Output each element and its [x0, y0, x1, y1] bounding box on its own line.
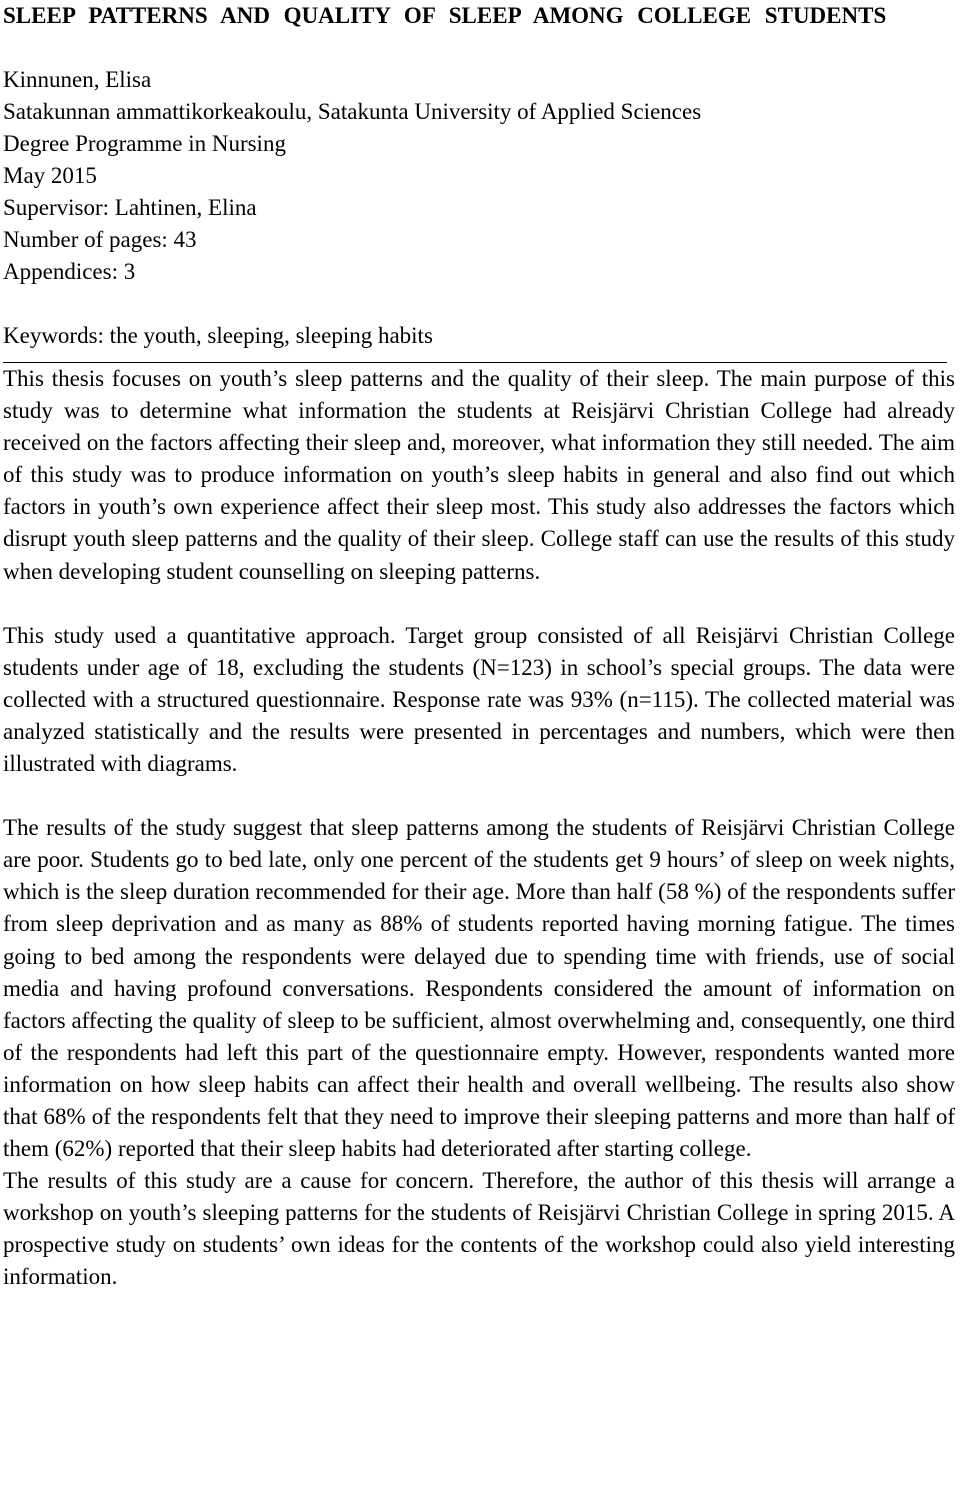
- abstract-paragraph-conclusion: The results of this study are a cause for concern. Therefore, the author of this thesis will arrange a workshop on youth’s sleeping patterns for the students of Reisjärvi Christian College in spring 2015. A prospective study on students’ own ideas for the contents of the workshop could also yield interesting information.: [3, 1168, 955, 1290]
- page-count: Number of pages: 43: [3, 227, 197, 252]
- publication-date: May 2015: [3, 163, 97, 188]
- supervisor-name: Supervisor: Lahtinen, Elina: [3, 195, 257, 220]
- spacer: [3, 780, 955, 812]
- thesis-title: SLEEP PATTERNS AND QUALITY OF SLEEP AMONG COLLEGE STUDENTS: [3, 3, 887, 28]
- degree-programme: Degree Programme in Nursing: [3, 131, 286, 156]
- author-name: Kinnunen, Elisa: [3, 67, 152, 92]
- abstract-page: [3, 0, 955, 1294]
- abstract-paragraph-purpose: This thesis focuses on youth’s sleep patterns and the quality of their sleep. The main purpose of this study was to determine what information the students at Reisjärvi Christian College had already received on the factors affecting their sleep and, moreover, what information they still needed. The aim of this study was to produce information on youth’s sleep habits in general and also find out which factors in youth’s own experience affect their sleep most. This study also addresses the factors which disrupt youth sleep patterns and the quality of their sleep. College staff can use the results of this study when developing student counselling on sleeping patterns.: [3, 366, 955, 584]
- spacer: [3, 288, 955, 320]
- appendix-count: Appendices: 3: [3, 259, 136, 284]
- institution-name: Satakunnan ammattikorkeakoulu, Satakunta University of Applied Sciences: [3, 99, 702, 124]
- keywords-line: Keywords: the youth, sleeping, sleeping habits: [3, 323, 433, 348]
- spacer: [3, 588, 955, 620]
- abstract-paragraph-results: The results of the study suggest that sleep patterns among the students of Reisjärvi Christian College are poor. Students go to bed late, only one percent of the students get 9 hours’ of sleep on week nights, which is the sleep duration recommended for their age. More than half (58 %) of the respondents suffer from sleep deprivation and as many as 88% of students reported having morning fatigue. The times going to bed among the respondents were delayed due to spending time with friends, use of social media and having profound conversations. Respondents considered the amount of information on factors affecting the quality of sleep to be sufficient, almost overwhelming and, consequently, one third of the respondents had left this part of the questionnaire empty. However, respondents wanted more information on how sleep habits can affect their health and overall wellbeing. The results also show that 68% of the respondents felt that they need to improve their sleeping patterns and more than half of them (62%) reported that their sleep habits had deteriorated after starting college.: [3, 815, 955, 1162]
- spacer: [3, 32, 955, 64]
- abstract-paragraph-method: This study used a quantitative approach. Target group consisted of all Reisjärvi Christian College students under age of 18, excluding the students (N=123) in school’s special groups. The data were collected with a structured questionnaire. Response rate was 93% (n=115). The collected material was analyzed statistically and the results were presented in percentages and numbers, which were then illustrated with diagrams.: [3, 622, 955, 777]
- thesis-metadata: [3, 64, 955, 288]
